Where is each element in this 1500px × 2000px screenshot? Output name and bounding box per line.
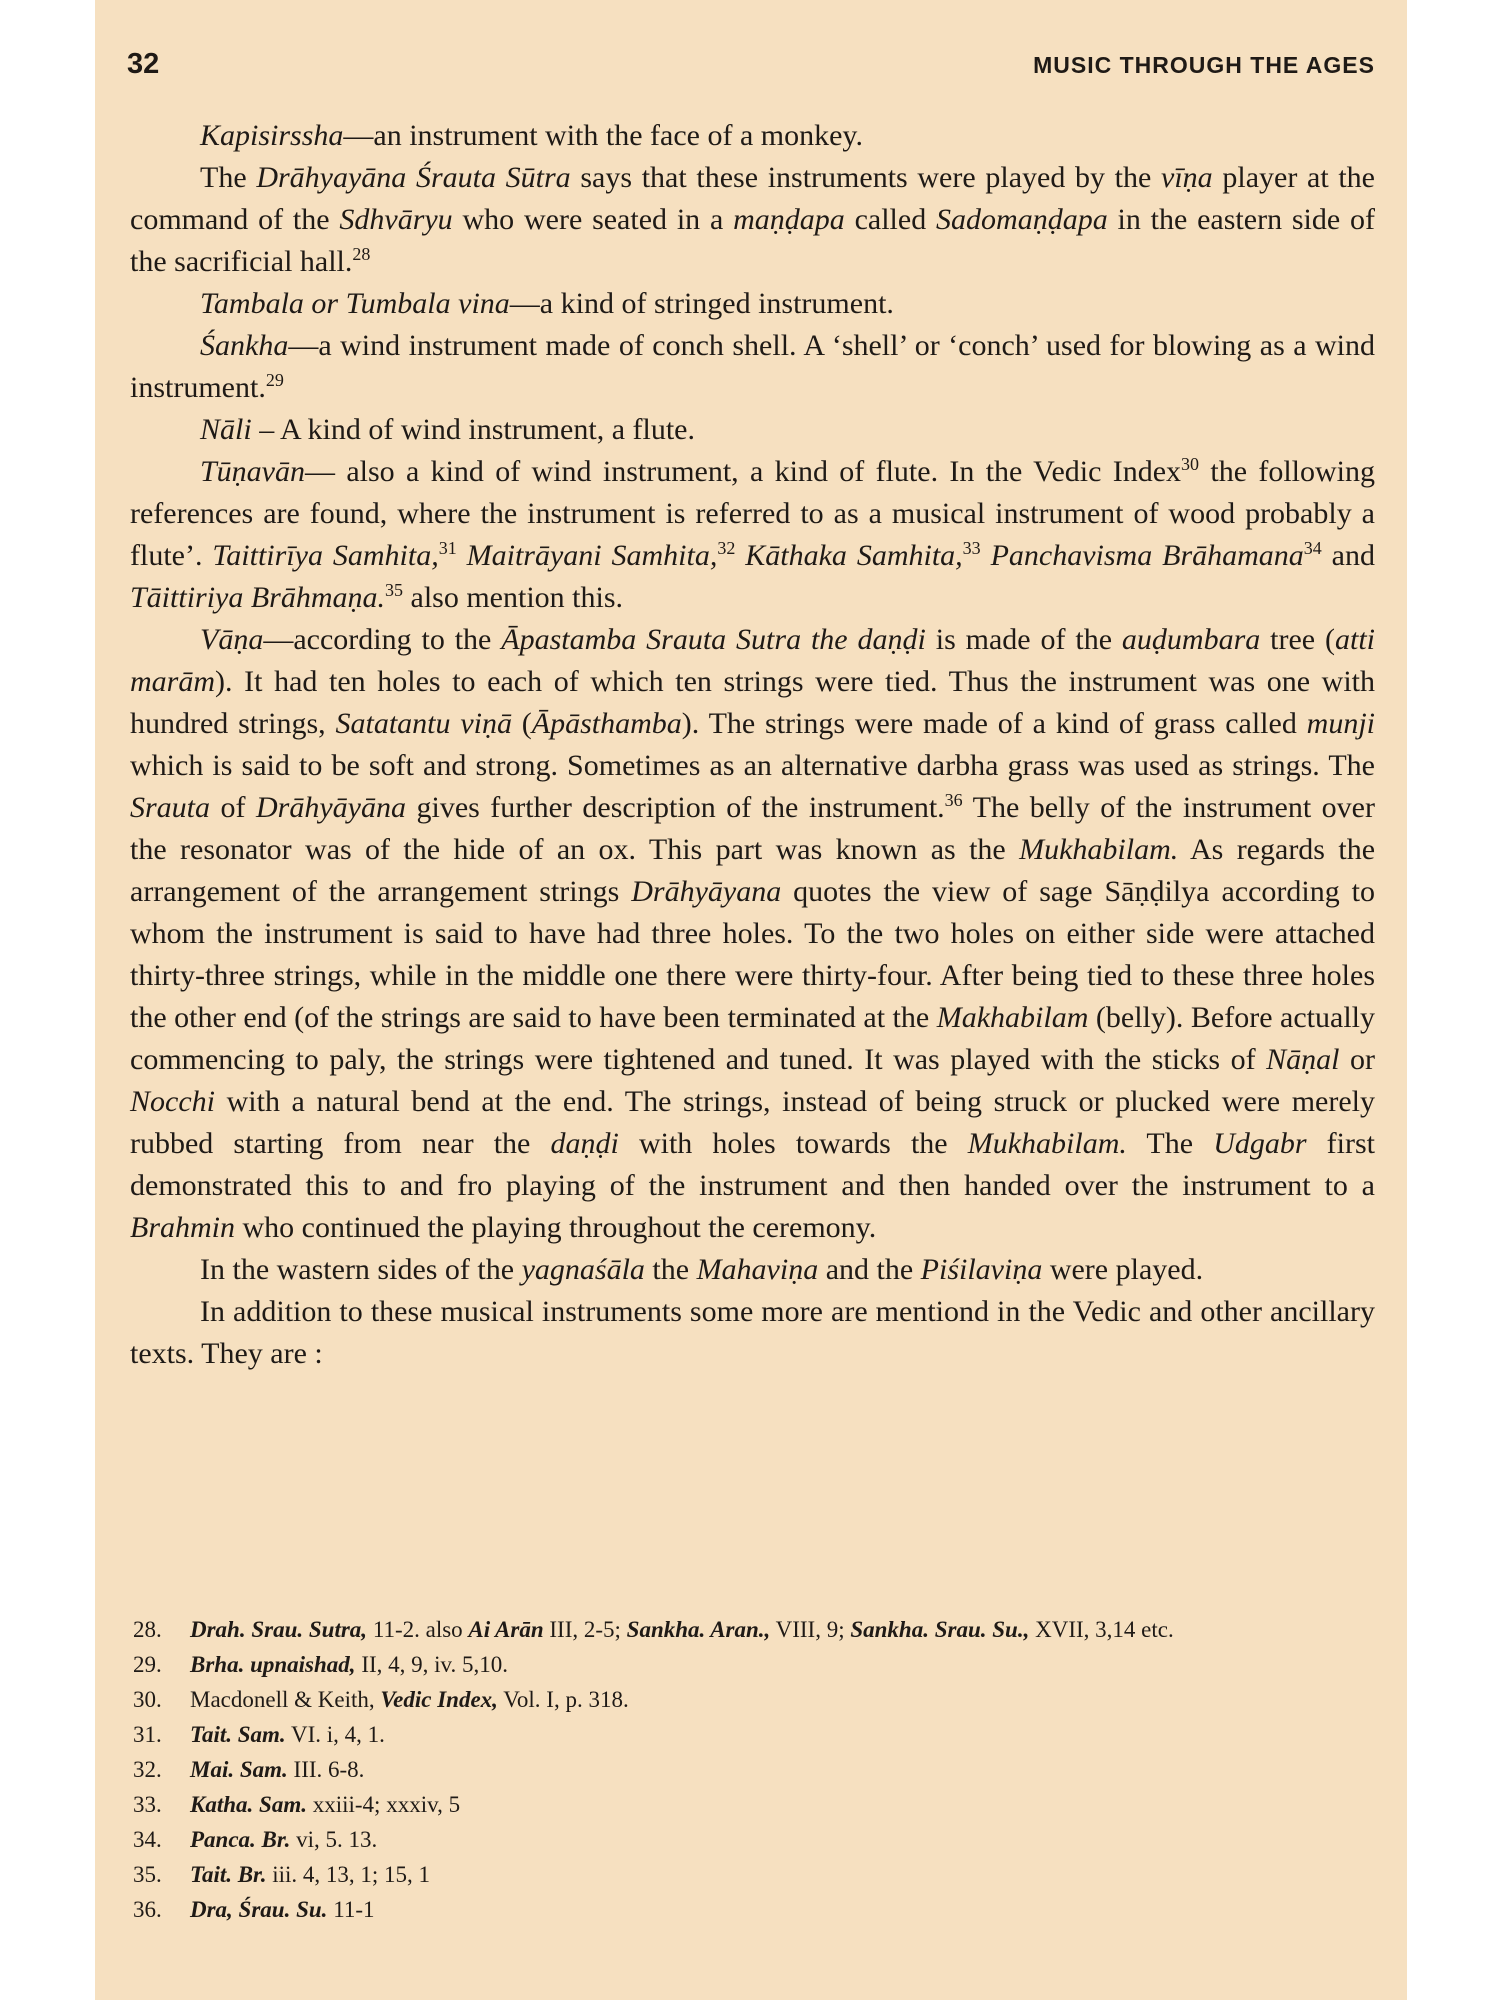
term: Kapisirssha [200,119,344,152]
footnote [133,1787,1383,1822]
paragraph-kapisirssha: Kapisirssha—an instrument with the face of a monkey. [200,119,863,152]
footnotes [133,1612,1383,1927]
footnote-number: 34. [133,1827,162,1852]
footnote-number: 32. [133,1757,162,1782]
term: Nāli [200,413,252,446]
footnote [133,1717,1383,1752]
paragraph-vana: Vāṇa—according to the Āpastamba Srauta Sutra the daṇḍi is made of the auḍumbara tree (atti marām). It had ten holes to each of which ten strings were tied. Thus the instrument was one with hundred strings, Satatantu viṇā (Āpāsthamba). The strings were made of a kind of grass called munji which is said to be soft and strong. Sometimes as an alternative darbha grass was used as strings. The Srauta of Drāhyāyāna gives further description of the instrument.$^{36}$ The belly of the instrument over the resonator was of the hide of an ox. This part was known as the Mukhabilam. As regards the arrangement of the arrangement strings Drāhyāyana quotes the view of sage Sāṇḍilya according to whom the instrument is said to have had three holes. To the two holes on either side were attached thirty-three strings, while in the middle one there were thirty-four. After being tied to these three holes the other end (of the strings are said to have been terminated at the Makhabilam (belly). Before actually commencing to paly, the strings were tightened and tuned. It was played with the sticks of Nāṇal or Nocchi with a natural bend at the end. The strings, instead of being struck or plucked were merely rubbed starting from near the daṇḍi with holes towards the Mukhabilam. The Udgabr first demonstrated this to and fro playing of the instrument and then handed over the instrument to a Brahmin who continued the playing throughout the ceremony. [130,623,1376,1244]
footnote [133,1647,1383,1682]
footnote-ref: 28 [352,244,371,264]
paragraph-drahyayana: The Drāhyayāna Śrauta Sūtra says that these instruments were played by the vīṇa player at the command of the Sdhvāryu who were seated in a maṇḍapa called Sadomaṇḍapa in the eastern side of the sacrificial hall.$^{28}$ [130,161,1375,278]
footnote [133,1857,1383,1892]
footnote-text: Macdonell & Keith, Vedic Index, Vol. I, p. 318. [190,1687,629,1712]
footnote-number: 31. [133,1722,162,1747]
paragraph-tunavan: Tūṇavān— also a kind of wind instrument, a kind of flute. In the Vedic Index$^{30}$ the following references are found, where the instrument is referred to as a musical instrument of wood probably a flute’. Taittirīya Samhita,$^{31}$ Maitrāyani Samhita,$^{32}$ Kāthaka Samhita,$^{33}$ Panchavisma Brāhamana$^{34}$ and Tāittiriya Brāhmaṇa.$^{35}$ also mention this. [130,454,1376,614]
footnote [133,1822,1383,1857]
footnote-number: 28. [133,1617,162,1642]
footnote-text: Brha. upnaishad, II, 4, 9, iv. 5,10. [190,1652,509,1677]
footnote-text: Dra, Śrau. Su. 11-1 [190,1897,375,1922]
paragraph-tambala: Tambala or Tumbala vina—a kind of stringed instrument. [200,287,894,320]
main-text [130,115,1375,1375]
footnote-text: Tait. Sam. VI. i, 4, 1. [190,1722,385,1747]
paragraph-nali: Nāli – A kind of wind instrument, a flute. [200,413,695,446]
book-page [95,0,1407,2000]
footnote-number: 30. [133,1687,162,1712]
footnote-text: Panca. Br. vi, 5. 13. [190,1827,378,1852]
footnote-number: 33. [133,1792,162,1817]
footnote [133,1752,1383,1787]
term: Śankha [200,329,289,362]
footnote-text: Katha. Sam. xxiii-4; xxxiv, 5 [190,1792,461,1817]
running-head: MUSIC THROUGH THE AGES [1033,52,1375,78]
footnote-text: Tait. Br. iii. 4, 13, 1; 15, 1 [190,1862,431,1887]
term: Tambala or Tumbala vina [200,287,510,320]
footnote-number: 35. [133,1862,162,1887]
paragraph-yagnasala: In the wastern sides of the yagnaśāla the Mahaviṇa and the Piśilaviṇa were played. [200,1253,1204,1286]
paragraph-sankha: Śankha—a wind instrument made of conch shell. A ‘shell’ or ‘conch’ used for blowing as a wind instrument.$^{29}$ [130,329,1375,404]
footnote [133,1612,1383,1647]
page-header [127,48,1375,88]
footnote [133,1682,1383,1717]
footnote [133,1892,1383,1927]
footnote-number: 29. [133,1652,162,1677]
paragraph-addition: In addition to these musical instruments some more are mentiond in the Vedic and other ancillary texts. They are : [130,1295,1375,1370]
footnote-ref: 29 [265,370,284,390]
footnote-text: Mai. Sam. III. 6-8. [190,1757,365,1782]
term: Tūṇavān [200,455,305,488]
footnote-number: 36. [133,1897,162,1922]
page-number: 32 [127,48,160,80]
footnote-text: Drah. Srau. Sutra, 11-2. also Ai Arān III, 2-5; Sankha. Aran., VIII, 9; Sankha. Srau. Su., XVII, 3,14 etc. [190,1617,1174,1642]
